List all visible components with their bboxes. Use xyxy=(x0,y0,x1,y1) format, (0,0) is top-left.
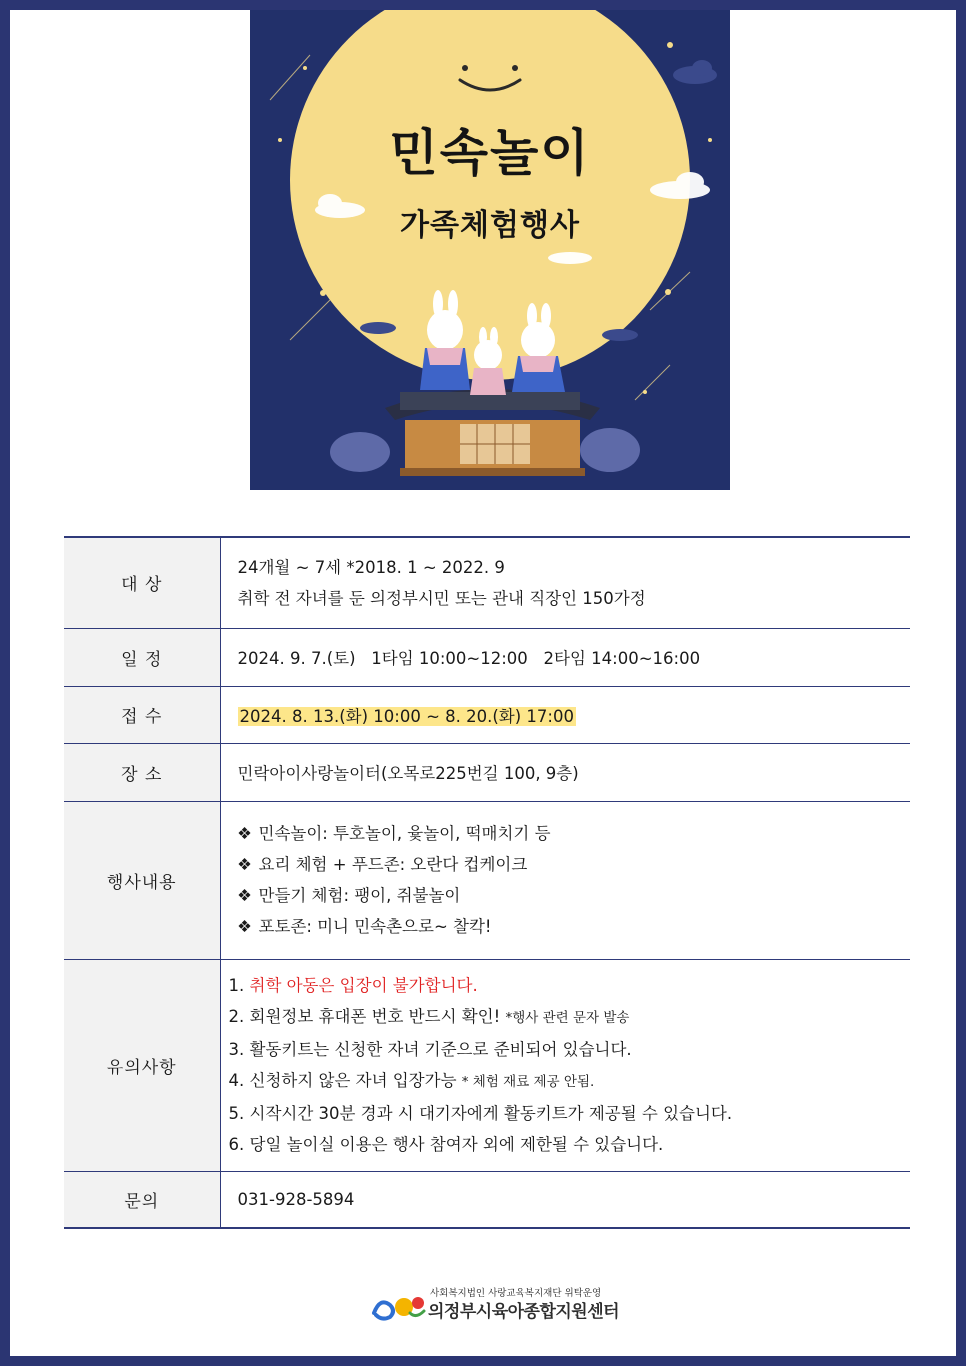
value-notes xyxy=(220,959,910,1171)
value-contact: 031-928-5894 xyxy=(237,1189,355,1209)
content-item: ❖ 포토존: 미니 민속촌으로~ 찰칵! xyxy=(231,911,911,942)
value-target xyxy=(220,537,910,628)
value-reception-cell xyxy=(220,686,910,743)
org-name: 의정부시육아종합지원센터 xyxy=(428,1302,620,1322)
label-schedule: 일 정 xyxy=(64,628,220,686)
target-age-range: 24개월 ~ 7세 *2018. 1 ~ 2022. 9 xyxy=(237,557,505,577)
table-row-contact xyxy=(64,1171,910,1228)
note-item: 6. 당일 놀이실 이용은 행사 참여자 외에 제한될 수 있습니다. xyxy=(228,1135,664,1154)
label-target: 대 상 xyxy=(64,537,220,628)
page xyxy=(10,10,956,1356)
note-item: 1. 취학 아동은 입장이 불가합니다. xyxy=(228,976,478,995)
label-contact: 문의 xyxy=(64,1171,220,1228)
diamond-bullet-icon: ❖ xyxy=(237,824,252,843)
value-schedule: 2024. 9. 7.(토) 1타임 10:00~12:00 2타임 14:00~16:00 xyxy=(237,649,701,668)
table-row-reception xyxy=(64,686,910,743)
diamond-bullet-icon: ❖ xyxy=(237,917,252,936)
content-item: ❖ 요리 체험 + 푸드존: 오란다 컵케이크 xyxy=(231,849,911,880)
note-item: 3. 활동키트는 신청한 자녀 기준으로 준비되어 있습니다. xyxy=(228,1040,632,1059)
label-notes: 유의사항 xyxy=(64,959,220,1171)
label-content: 행사내용 xyxy=(64,801,220,959)
table-row-content xyxy=(64,801,910,959)
label-place: 장 소 xyxy=(64,743,220,801)
value-content xyxy=(220,801,910,959)
poster-image xyxy=(250,10,730,490)
poster-subtitle: 가족체험행사 xyxy=(400,208,580,243)
label-reception: 접 수 xyxy=(64,686,220,743)
warning-text: 취학 아동은 입장이 불가합니다. xyxy=(249,976,478,995)
reception-period-highlight: 2024. 8. 13.(화) 10:00 ~ 8. 20.(화) 17:00 xyxy=(239,706,574,726)
content-item: ❖ 만들기 체험: 팽이, 쥐불놀이 xyxy=(231,880,911,911)
diamond-bullet-icon: ❖ xyxy=(237,855,252,874)
note-item: 2. 회원정보 휴대폰 번호 반드시 확인! *행사 관련 문자 발송 xyxy=(228,1007,630,1026)
poster-title: 민속놀이 xyxy=(389,124,591,182)
content-item: ❖ 민속놀이: 투호놀이, 윷놀이, 떡매치기 등 xyxy=(231,818,911,849)
org-logo-icon xyxy=(370,1291,426,1321)
diamond-bullet-icon: ❖ xyxy=(237,886,252,905)
poster-illustration xyxy=(250,10,730,490)
note-item: 4. 신청하지 않은 자녀 입장가능 * 체험 재료 제공 안됨. xyxy=(228,1071,595,1090)
organization-logo xyxy=(370,1285,670,1325)
org-subtitle: 사회복지법인 사랑교육복지재단 위탁운영 xyxy=(430,1288,602,1299)
note-item: 5. 시작시간 30분 경과 시 대기자에게 활동키트가 제공될 수 있습니다. xyxy=(228,1104,733,1123)
target-eligibility: 취학 전 자녀를 둔 의정부시민 또는 관내 직장인 150가정 xyxy=(237,588,646,608)
table-row-target xyxy=(64,537,910,628)
table-row-schedule xyxy=(64,628,910,686)
value-place: 민락아이사랑놀이터(오목로225번길 100, 9층) xyxy=(237,764,579,783)
table-row-place xyxy=(64,743,910,801)
table-row-notes xyxy=(64,959,910,1171)
event-info-table xyxy=(64,536,910,1229)
